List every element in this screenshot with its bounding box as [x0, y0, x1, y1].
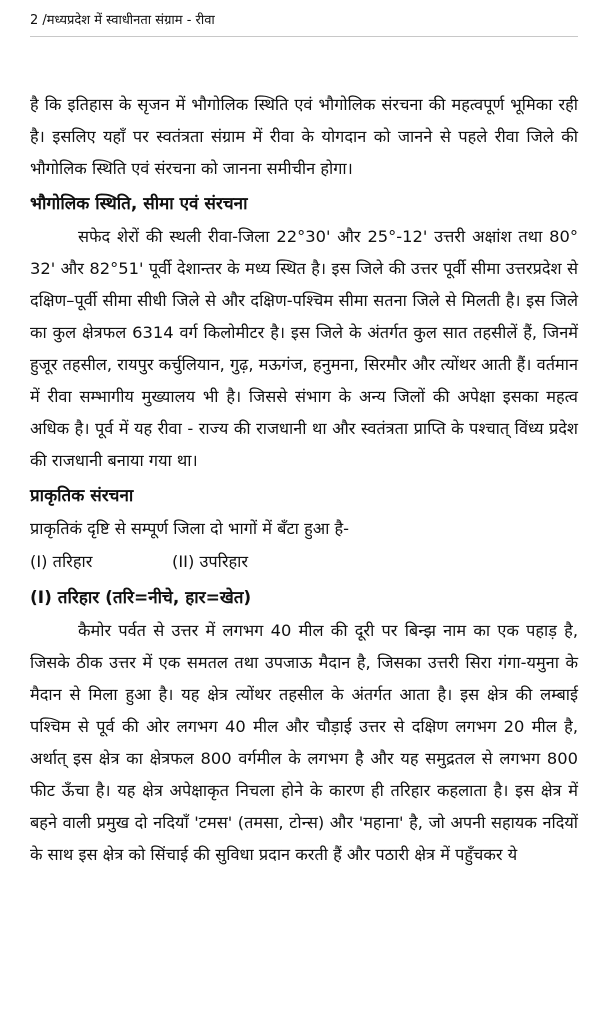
intro-paragraph: है कि इतिहास के सृजन में भौगोलिक स्थिति एवं भौगोलिक संरचना की महत्वपूर्ण भूमिका रही है। इसलिए यहाँ पर स्वतंत्रता संग्राम में रीवा के योगदान को जानने से पहले रीवा जिले की भौगोलिक स्थिति एवं संरचना को जानना समीचीन होगा। — [30, 95, 578, 178]
page-body — [30, 89, 578, 871]
section-heading-natural-structure: प्राकृतिक संरचना — [30, 486, 134, 506]
division-list — [30, 545, 578, 579]
division-intro-paragraph: प्राकृतिकं दृष्टि से सम्पूर्ण जिला दो भागों में बँटा हुआ है- — [30, 519, 350, 538]
division-item-tarihar: (I) तरिहार — [30, 552, 93, 571]
running-header: 2 /मध्यप्रदेश में स्वाधीनता संग्राम - रीवा — [30, 6, 578, 37]
book-page — [0, 6, 600, 1030]
geography-paragraph: सफेद शेरों की स्थली रीवा-जिला 22°30' और 25°-12' उत्तरी अक्षांश तथा 80° 32' और 82°51' पूर्वी देशान्तर के मध्य स्थित है। इस जिले की उत्तर पूर्वी सीमा उत्तरप्रदेश से दक्षिण–पूर्वी सीमा सीधी जिले से और दक्षिण-पश्चिम सीमा सतना जिले से मिलती है। इस जिले का कुल क्षेत्रफल 6314 वर्ग किलोमीटर है। इस जिले के अंतर्गत कुल सात तहसीलें हैं, जिनमें हुजूर तहसील, रायपुर कर्चुलियान, गुढ़, मऊगंज, हनुमना, सिरमौर और त्योंथर आती हैं। वर्तमान में रीवा सम्भागीय मुख्यालय भी है। जिससे संभाग के अन्य जिलों की अपेक्षा इसका महत्व अधिक है। पूर्व में यह रीवा - राज्य की राजधानी था और स्वतंत्रता प्राप्ति के पश्चात् विंध्य प्रदेश की राजधानी बनाया गया था। — [30, 227, 578, 470]
subsection-heading-tarihar: (I) तरिहार (तरि=नीचे, हार=खेत) — [30, 588, 252, 608]
section-heading-geography: भौगोलिक स्थिति, सीमा एवं संरचना — [30, 194, 248, 214]
tarihar-paragraph: कैमोर पर्वत से उत्तर में लगभग 40 मील की दूरी पर बिन्झ नाम का एक पहाड़ है, जिसके ठीक उत्तर में एक समतल तथा उपजाऊ मैदान है, जिसका उत्तरी सिरा गंगा-यमुना के मैदान से मिला हुआ है। यह क्षेत्र त्योंथर तहसील के अंतर्गत आता है। इस क्षेत्र की लम्बाई पश्चिम से पूर्व की ओर लगभग 40 मील और चौड़ाई उत्तर से दक्षिण लगभग 20 मील है, अर्थात् इस क्षेत्र का क्षेत्रफल 800 वर्गमील के लगभग है और यह समुद्रतल से लगभग 800 फीट ऊँचा है। यह क्षेत्र अपेक्षाकृत निचला होने के कारण ही तरिहार कहलाता है। इस क्षेत्र में बहने वाली प्रमुख दो नदियाँ 'टमस' (तमसा, टोन्स) और 'महाना' है, जो अपनी सहायक नदियों के साथ इस क्षेत्र को सिंचाई की सुविधा प्रदान करती हैं और पठारी क्षेत्र में पहुँचकर ये — [30, 621, 578, 864]
division-item-uparihar: (II) उपरिहार — [172, 552, 249, 571]
